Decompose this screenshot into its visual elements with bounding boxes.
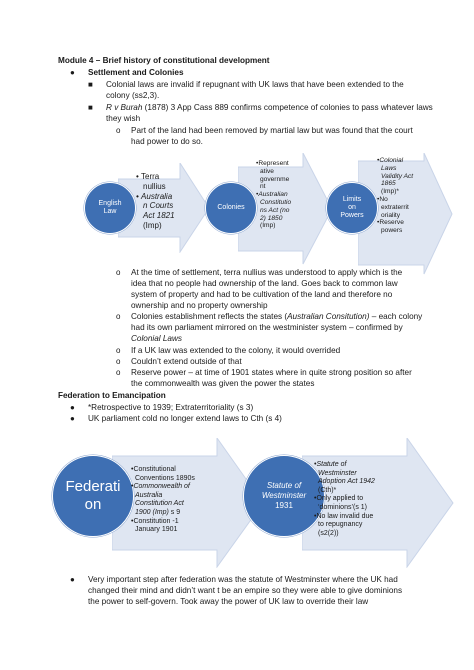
circle-label: on	[84, 496, 102, 513]
text-line: had its own parliament mirrored on the westminister system – confirmed by	[131, 323, 403, 332]
bullet-dot: ●	[70, 403, 75, 412]
arrow-text: (Cth)*	[318, 486, 337, 494]
arrow-text-block: •Colonial Laws Validity Act 1865 (Imp)* •No extraterrit oriality •Reserve powers	[377, 157, 414, 235]
text-line: idea that no people had ownership of the land. Goes back to common law	[131, 279, 398, 288]
arrow-text: extraterrit	[381, 203, 409, 211]
arrow-text: nullius	[143, 181, 166, 191]
text-line: Colonial laws are invalid if repugnant with UK laws that have been extended to the	[106, 80, 404, 89]
bullet-circle: o	[116, 357, 121, 366]
circle-federation	[52, 455, 134, 537]
circle-label: Colonies	[217, 203, 245, 211]
arrow-text-block: • Terra nullius • Australia n Courts Act 1821 (Imp)	[136, 172, 175, 230]
arrow-text: powers	[381, 227, 403, 235]
section-heading-settlement: Settlement and Colonies	[88, 68, 184, 77]
arrow-text: Australia	[141, 191, 173, 201]
text-line: changed their mind and didn’t want t be an empire so they were able to give dominions	[88, 586, 403, 595]
module-heading: Module 4 – Brief history of constitutional development	[58, 56, 270, 65]
text-line: ownership and no property ownership	[131, 301, 268, 310]
text-line: they wish	[106, 114, 141, 123]
text-line: Couldn’t extend outside of that	[131, 357, 242, 366]
circle-label: Powers	[340, 212, 364, 220]
bullet-dot: ●	[70, 414, 75, 423]
text-run: Australian Consitution)	[287, 312, 370, 321]
arrow-text: January 1901	[135, 526, 178, 534]
arrow-text: governme	[260, 175, 290, 183]
arrow-text: Constitutio	[260, 198, 292, 206]
arrow-text: Laws	[381, 164, 397, 172]
arrow-text-block: •Represent ative governme nt •Australian Constitutio ns Act (no 2) 1850 (Imp)	[256, 160, 292, 230]
arrow-text: Colonial	[379, 157, 404, 164]
circle-english-law	[84, 182, 136, 234]
bullet-circle: o	[116, 368, 121, 377]
arrow-text: Statute of	[316, 461, 347, 468]
arrow-text: s 9	[168, 508, 181, 516]
arrow-text: Constitution Act	[135, 500, 184, 508]
arrow-text: Constitution -1	[133, 517, 179, 525]
arrow-text: 2) 1850	[260, 214, 283, 222]
text-line: the commonwealth was given the power the states	[131, 379, 315, 388]
arrow-text: Australian	[258, 191, 288, 199]
circle-label: on	[348, 203, 356, 211]
arrow-text-block: •Statute of Westminster Adoption Act 1942 (Cth)* •Only applied to ‘dominions’(s 1) •No law invalid due to repugnancy (s2(2))	[314, 461, 375, 537]
text-line: the power to self-govern. Took away the power of UK law to override their law	[88, 597, 369, 606]
case-name: R v Burah	[106, 103, 143, 112]
bullet-circle: o	[116, 268, 121, 277]
bullet-dot: ●	[70, 68, 75, 77]
bullet-circle: o	[116, 346, 121, 355]
arrow-text: oriality	[381, 211, 401, 219]
text-line: UK parliament cold no longer extend laws to Cth (s 4)	[88, 414, 282, 423]
arrow-text: ative	[260, 167, 274, 175]
text-line: Reserve power – at time of 1901 states where in quite strong position so after	[131, 368, 412, 377]
arrow-text: Australia	[135, 491, 163, 499]
arrow-text: (Imp)	[143, 220, 162, 230]
text-line: colony (ss2,3).	[106, 91, 160, 100]
arrow-text: Conventions 1890s	[135, 474, 195, 482]
arrow-text: 1865	[381, 180, 396, 188]
arrow-text: (Imp)	[260, 222, 276, 230]
text-line: *Retrospective to 1939; Extraterritoriality (s 3)	[88, 403, 254, 412]
arrow-text: Commonwealth of	[133, 483, 190, 491]
arrow-text: Reserve	[379, 219, 404, 227]
case-citation: (1878) 3 App Cass 889 confirms competence of colonies to pass whatever laws	[142, 103, 433, 112]
arrow-text: No law invalid due	[316, 512, 374, 520]
arrow-text: n Courts	[143, 201, 174, 211]
bullet-circle: o	[116, 126, 121, 135]
text-line	[106, 103, 433, 113]
circle-label: Statute of	[266, 481, 302, 490]
circle-label: 1931	[275, 501, 293, 510]
text-line: Part of the land had been removed by martial law but was found that the court	[131, 126, 413, 135]
circle-limits-on-powers	[326, 182, 378, 234]
circle-label: Westminster	[261, 491, 307, 500]
text-run: – each colony	[369, 312, 423, 321]
arrow-text: (s2(2))	[318, 529, 339, 537]
section-heading-federation: Federation to Emancipation	[58, 391, 166, 400]
bullet-square: ■	[88, 80, 93, 89]
text-line: Very important step after federation was the statute of Westminster where the UK had	[88, 575, 398, 584]
text-line: had power to do so.	[131, 137, 203, 146]
circle-label: Law	[103, 208, 117, 215]
circle-label: English	[98, 199, 122, 207]
arrow-text: Terra	[141, 172, 160, 181]
arrow-text: Validity Act	[381, 172, 414, 180]
text-run: Colonies establishment reflects the states (	[131, 312, 288, 321]
bullet-circle: o	[116, 312, 121, 321]
arrow-text: 1900 (Imp)	[135, 508, 169, 516]
arrow-text: Westminster	[318, 469, 357, 477]
arrow-text: to repugnancy	[318, 521, 363, 529]
text-line	[131, 312, 422, 322]
arrow-text: Act 1821	[143, 211, 175, 221]
circle-colonies	[205, 182, 257, 234]
arrow-text: ns Act (no	[260, 206, 290, 214]
arrow-text: (Imp)*	[381, 188, 399, 196]
arrow-text: ‘dominions’(s 1)	[318, 503, 368, 511]
bullet-dot: ●	[70, 575, 75, 584]
arrow-text: No	[379, 195, 388, 203]
arrow-text-block: •Constitutional Conventions 1890s •Commonwealth of Australia Constitution Act 1900 (Imp) s 9 •Constitution -1 January 1901	[131, 466, 195, 534]
text-line: If a UK law was extended to the colony, it would overrided	[131, 346, 341, 355]
circle-label: Federati	[65, 478, 121, 495]
arrow-text: nt	[260, 183, 266, 191]
arrow-text: Adoption Act 1942	[318, 478, 375, 486]
text-line: system of property and had to be cultivation of the land and therefore no	[131, 290, 393, 299]
bullet-square: ■	[88, 103, 93, 112]
text-line: At the time of settlement, terra nullius was understood to apply which is the	[131, 268, 403, 277]
circle-statute-westminster	[243, 455, 325, 537]
arrow-text: Represent	[258, 160, 289, 167]
arrow-text: Only applied to	[316, 495, 364, 503]
text-line: Colonial Laws	[131, 334, 182, 343]
arrow-text: Constitutional	[133, 466, 176, 473]
circle-label: Limits	[342, 195, 362, 203]
